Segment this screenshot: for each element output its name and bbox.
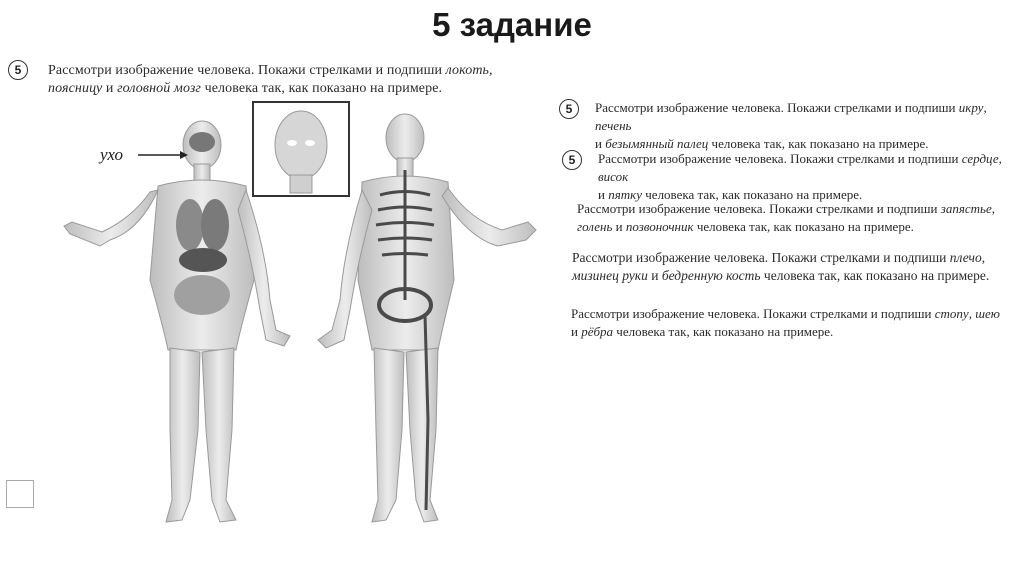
variant-item: голень xyxy=(577,219,613,234)
variant-text-part: человека так, как показано на примере. xyxy=(708,136,929,151)
variant-1-number-badge: 5 xyxy=(559,99,579,119)
task-text-part: Рассмотри изображение человека. Покажи стрелками и подпиши xyxy=(48,63,446,78)
variant-text-part: человека так, как показано на примере. xyxy=(613,324,834,339)
variant-2-text xyxy=(598,150,1018,204)
task-text-part: человека так, как показано на примере. xyxy=(201,81,443,96)
slide-title: 5 задание xyxy=(432,6,592,43)
variant-text-part: и xyxy=(571,324,582,339)
head-closeup-icon xyxy=(254,103,348,195)
variant-2-number-badge: 5 xyxy=(562,150,582,170)
variant-item: икру xyxy=(958,100,984,115)
variant-item: сердце xyxy=(961,151,999,166)
variant-text-part: и xyxy=(598,187,609,202)
variant-text-part: , xyxy=(968,306,976,321)
task-item-lower-back: поясницу xyxy=(48,81,103,96)
variant-text-part: Рассмотри изображение человека. Покажи стрелками и подпиши xyxy=(598,151,962,166)
variant-item: запястье xyxy=(940,201,992,216)
example-label-ear: ухо xyxy=(100,145,123,164)
variant-3-text xyxy=(577,200,1017,236)
variant-text-part: , xyxy=(998,151,1002,166)
variant-item: пятку xyxy=(608,187,643,202)
variant-text-part: Рассмотри изображение человека. Покажи стрелками и подпиши xyxy=(595,100,959,115)
task-item-brain: головной мозг xyxy=(117,81,201,96)
variant-text-part: , xyxy=(983,100,987,115)
variant-text-part: и xyxy=(595,136,606,151)
variant-item: печень xyxy=(595,118,632,133)
variant-text-part: и xyxy=(647,268,662,283)
variant-text-part: , xyxy=(981,250,986,265)
task-item-elbow: локоть, xyxy=(445,63,493,78)
variant-4-text xyxy=(572,249,1022,285)
variant-item: плечо xyxy=(949,250,982,265)
variant-text-part: , xyxy=(991,201,995,216)
main-task-text xyxy=(48,62,578,98)
task-text-part: и xyxy=(102,81,118,96)
empty-checkbox[interactable] xyxy=(6,480,34,508)
variant-text-part: Рассмотри изображение человека. Покажи стрелками и подпиши xyxy=(571,306,935,321)
task-number-badge: 5 xyxy=(8,60,28,80)
variant-text-part: человека так, как показано на примере. xyxy=(642,187,863,202)
variant-text-part: и xyxy=(612,219,626,234)
variant-text-part: Рассмотри изображение человека. Покажи стрелками и подпиши xyxy=(577,201,941,216)
variant-item: бедренную кость xyxy=(661,268,761,283)
variant-text-part: человека так, как показано на примере. xyxy=(760,268,990,283)
variant-item: стопу xyxy=(934,306,969,321)
variant-item: позвоночник xyxy=(625,219,694,234)
variant-item: рёбра xyxy=(581,324,614,339)
variant-text-part: человека так, как показано на примере. xyxy=(693,219,914,234)
variant-text-part: Рассмотри изображение человека. Покажи стрелками и подпиши xyxy=(572,250,950,265)
variant-5-text xyxy=(571,305,1021,341)
variant-item: безымянный палец xyxy=(605,136,709,151)
head-closeup-box xyxy=(252,101,350,197)
variant-item: висок xyxy=(598,169,629,184)
variant-1-text xyxy=(595,99,1015,153)
variant-item: шею xyxy=(975,306,1000,321)
variant-item: мизинец руки xyxy=(572,268,648,283)
